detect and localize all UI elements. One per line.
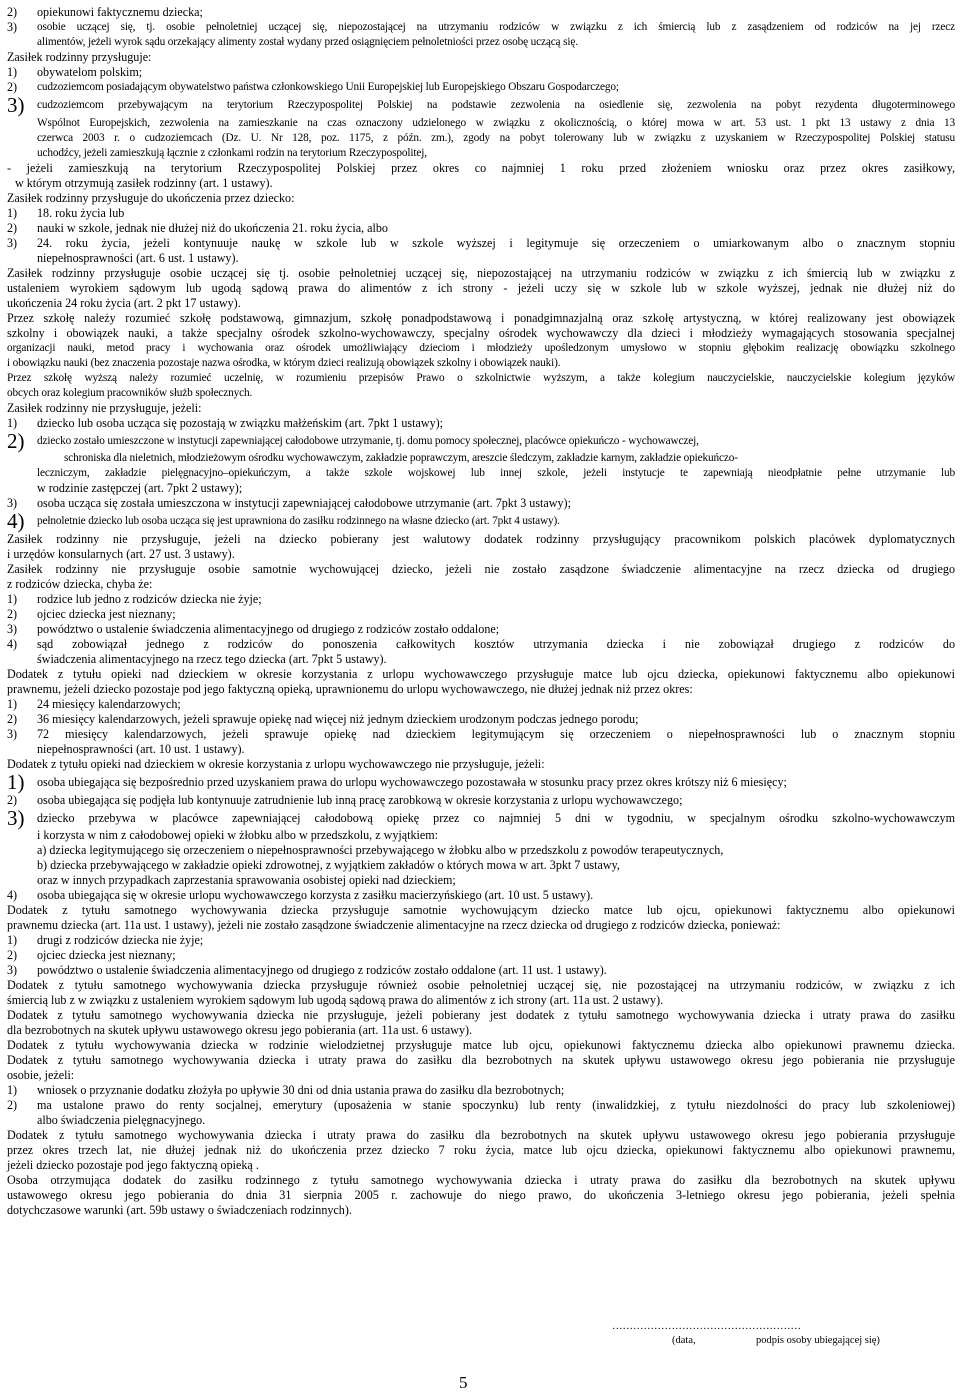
list-number: 2) [7, 221, 18, 235]
text-line: ustaleniem wyrokiem sądowym lub ugodą sądową prawa do alimentów z ich strony - jeżeli uczy się w szkole lub w szkole wyższej, jednak nie dłużej niż do [7, 281, 955, 295]
text-line: prawnemu, jeżeli dziecko pozostaje pod jego faktyczną opieką, uprawnionemu do urlopu wychowawczego, nie dłużej jednak niż przez okres: [7, 682, 693, 696]
text-line: schroniska dla nieletnich, młodzieżowym ośrodku wychowawczym, zakładzie poprawczym, areszcie śledczym, zakładzie karnym, zakładzie opiekuńczo- [64, 452, 738, 464]
text-line: Dodatek z tytułu opieki nad dzieckiem w okresie korzystania z urlopu wychowawczego nie przysługuje, jeżeli: [7, 757, 545, 771]
text-line: dziecko przebywa w placówce zapewniającej całodobową opiekę przez co najmniej 5 dni w tygodniu, w specjalnym ośrodku szkolno-wychowawczym [37, 811, 955, 825]
text-line: ojciec dziecka jest nieznany; [37, 948, 176, 962]
text-line: dla bezrobotnych na skutek upływu ustawowego okresu jego pobierania (art. 11a ust. 6 ustawy). [7, 1023, 473, 1037]
list-number: 4) [7, 888, 18, 902]
list-number: 4) [7, 509, 25, 533]
list-number: 2) [7, 429, 25, 453]
date-label: (data, [672, 1335, 696, 1346]
text-line: Zasiłek rodzinny nie przysługuje osobie samotnie wychowującej dziecko, jeżeli nie zostało zasądzone świadczenie alimentacyjne na rzecz dziecka od drugiego [7, 562, 955, 576]
text-line: i korzysta w nim z całodobowej opieki w żłobku albo w przedszkolu, z wyjątkiem: [37, 828, 439, 842]
text-line: Zasiłek rodzinny przysługuje osobie uczącej się tj. osobie pełnoletniej uczącej się, niepozostającej na utrzymaniu rodziców w związku z ich śmiercią lub w związku z [7, 266, 955, 280]
text-line: dotychczasowe warunki (art. 59b ustawy o świadczeniach rodzinnych). [7, 1203, 352, 1217]
list-number: 1) [7, 770, 25, 794]
list-number: 2) [7, 607, 18, 621]
text-line: śmiercią lub z w związku z ustaleniem wyrokiem sądowym lub ugodą sądową prawa do alimentów z ich strony (art. 11a ust. 2 ustawy). [7, 993, 664, 1007]
text-line: Przez szkołę wyższą należy rozumieć uczelnię, w rozumieniu przepisów Prawo o szkolnictwie wyższym, a także kolegium nauczycielskie, nauczycielskie kolegium języków [7, 372, 955, 384]
text-line: organizacji nauki, metod pracy i wychowania oraz ośrodek umożliwiający dzieciom i młodzieży upośledzonym umysłowo w stopniu głębokim realizację obowiązku szkolnego [7, 342, 955, 354]
text-line: wniosek o przyznanie dodatku złożyła po upływie 30 dni od dnia ustania prawa do zasiłku dla bezrobotnych; [37, 1083, 565, 1097]
text-line: cudzoziemcom przebywającym na terytorium Rzeczypospolitej Polskiej na podstawie zezwolenia na osiedlenie się, zezwolenia na pobyt rezydenta długoterminowego [37, 99, 955, 111]
text-line: Dodatek z tytułu samotnego wychowywania dziecka przysługuje samotnie wychowującym dziecko matce lub ojcu, opiekunowi faktycznemu albo opiekunowi [7, 903, 955, 917]
text-line: ukończenia 24 roku życia (art. 2 pkt 17 ustawy). [7, 296, 241, 310]
text-line: 18. roku życia lub [37, 206, 125, 220]
text-line: oraz w innych przypadkach zaprzestania sprawowania osobistej opieki nad dzieckiem; [37, 873, 456, 887]
text-line: pełnoletnie dziecko lub osoba ucząca się jest uprawniona do zasiłku rodzinnego na własne dziecko (art. 7pkt 4 ustawy). [37, 515, 560, 527]
text-line: Zasiłek rodzinny przysługuje do ukończenia przez dziecko: [7, 191, 295, 205]
list-number: 2) [7, 80, 18, 94]
list-number: 1) [7, 592, 18, 606]
list-number: 3) [7, 20, 18, 34]
text-line: świadczenia alimentacyjnego na rzecz tego dziecka (art. 7pkt 5 ustawy). [37, 652, 387, 666]
text-line: Dodatek z tytułu wychowywania dziecka w rodzinie wielodzietnej przysługuje matce lub ojcu, opiekunowi faktycznemu dziecka albo opiekunowi prawnemu dziecka. [7, 1038, 955, 1052]
text-line: osoba ucząca się została umieszczona w instytucji zapewniającej całodobowe utrzymanie (art. 7pkt 3 ustawy); [37, 496, 571, 510]
list-number: 1) [7, 933, 18, 947]
list-number: 3) [7, 236, 18, 250]
text-line: powództwo o ustalenie świadczenia alimentacyjnego od drugiego z rodziców zostało oddalone (art. 11 ust. 1 ustawy). [37, 963, 607, 977]
text-line: 24. roku życia, jeżeli kontynuuje naukę w szkole lub w szkole wyższej i legitymuje się orzeczeniem o umiarkowanym albo o znacznym stopniu [37, 236, 955, 250]
text-line: Zasiłek rodzinny przysługuje: [7, 50, 152, 64]
list-number: 1) [7, 206, 18, 220]
text-line: Dodatek z tytułu samotnego wychowywania dziecka nie przysługuje, jeżeli pobierany jest dodatek z tytułu samotnego wychowywania dziecka i utraty prawa do zasiłku [7, 1008, 955, 1022]
signature-label: podpis osoby ubiegającej się) [756, 1335, 880, 1346]
text-line: powództwo o ustalenie świadczenia alimentacyjnego od drugiego z rodziców zostało oddalone; [37, 622, 500, 636]
text-line: uchodźcy, jeżeli zamieszkują łącznie z członkami rodzin na terytorium Rzeczypospolitej, [37, 147, 427, 159]
text-line: albo świadczenia pielęgnacyjnego. [37, 1113, 206, 1127]
list-number: 1) [7, 697, 18, 711]
list-number: 1) [7, 65, 18, 79]
text-line: i urzędów konsularnych (art. 27 ust. 3 ustawy). [7, 547, 235, 561]
text-line: osoba ubiegająca się w okresie urlopu wychowawczego korzysta z zasiłku macierzyńskiego (art. 10 ust. 5 ustawy). [37, 888, 594, 902]
list-number: 3) [7, 806, 25, 830]
text-line: osoba ubiegająca się podjęła lub kontynuuje zatrudnienie lub inną pracę zarobkową w okresie korzystania z urlopu wychowawczego; [37, 793, 683, 807]
list-number: 2) [7, 948, 18, 962]
list-number: 3) [7, 963, 18, 977]
text-line: Wspólnot Europejskich, zezwolenia na zamieszkanie na czas oznaczony udzielonego w związku z okolicznością, o której mowa w art. 53 ust. 1 pkt 13 ustawy z dnia 13 [37, 117, 955, 129]
text-line: Dodatek z tytułu samotnego wychowywania dziecka przysługuje również osobie pełnoletniej uczącej się, nie pozostającej na utrzymaniu rodziców, w związku z ich [7, 978, 955, 992]
text-line: ustawowego okresu jego pobierania do dnia 31 sierpnia 2005 r. zachowuje do niego prawo, do ukończenia 3-letniego okresu jego pobierania, jeżeli spełnia [7, 1188, 955, 1202]
text-line: osobie, jeżeli: [7, 1068, 75, 1082]
text-line: osobie uczącej się, tj. osobie pełnoletniej uczącej się, niepozostającej na utrzymaniu rodziców w związku z ich śmiercią lub z zasądzeniem od rodziców na jej rzecz [37, 21, 955, 33]
text-line: przez okres trzech lat, nie dłużej jednak niż do ukończenia przez dziecko 7 roku życia, matce lub ojcu dziecka, opiekunowi faktycznemu albo opiekunowi prawnemu, [7, 1143, 955, 1157]
list-number: 3) [7, 93, 25, 117]
text-line: leczniczym, zakładzie pielęgnacyjno–opiekuńczym, a także szkole wojskowej lub innej szkole, jeżeli instytucje te zapewniają nieodpłatnie pełne utrzymanie lub [37, 467, 955, 479]
text-line: b) dziecka przebywającego w zakładzie opieki zdrowotnej, z wyjątkiem zakładów o których mowa w art. 3pkt 7 ustawy, [37, 858, 620, 872]
text-line: 72 miesięcy kalendarzowych, jeżeli sprawuje opiekę nad dzieckiem legitymującym się orzeczeniem o niepełnosprawności lub o znacznym stopniu [37, 727, 955, 741]
text-line: szkolny i obowiązek nauki, a także specjalny ośrodek szkolno-wychowawczy, specjalny ośrodek wychowawczy dla dzieci i młodzieży wymagających stosowania specjalnej [7, 326, 955, 340]
text-line: drugi z rodziców dziecka nie żyje; [37, 933, 204, 947]
text-line: alimentów, jeżeli wyrok sądu orzekający alimenty został wydany przed osiągnięciem pełnoletniości przez osobę uczącą się. [37, 36, 578, 48]
list-number: 3) [7, 622, 18, 636]
text-line: niepełnosprawności (art. 10 ust. 1 ustawy). [37, 742, 245, 756]
text-line: i obowiązku nauki (bez znaczenia pozostaje nazwa ośrodka, w którym dzieci realizują obowiązek szkolny i obowiązek nauki). [7, 357, 561, 369]
list-number: 3) [7, 727, 18, 741]
list-number: 2) [7, 5, 18, 19]
text-line: w rodzinie zastępczej (art. 7pkt 2 ustawy); [37, 481, 243, 495]
text-line: 36 miesięcy kalendarzowych, jeżeli sprawuje opiekę nad więcej niż jednym dzieckiem urodzonym podczas jednego porodu; [37, 712, 639, 726]
list-number: 2) [7, 793, 18, 807]
list-number: 4) [7, 637, 18, 651]
list-number: 2) [7, 712, 18, 726]
text-line: a) dziecka legitymującego się orzeczeniem o niepełnosprawności przebywającego w żłobku albo w przedszkolu z powodów terapeutycznych, [37, 843, 724, 857]
list-number: 3) [7, 496, 18, 510]
text-line: obywatelom polskim; [37, 65, 143, 79]
text-line: dziecko lub osoba ucząca się pozostają w związku małżeńskim (art. 7pkt 1 ustawy); [37, 416, 444, 430]
list-number: 1) [7, 416, 18, 430]
text-line: Osoba otrzymująca dodatek do zasiłku rodzinnego z tytułu samotnego wychowywania dziecka i utraty prawa do zasiłku dla bezrobotnych na skutek upływu [7, 1173, 955, 1187]
text-line: cudzoziemcom posiadającym obywatelstwo państwa członkowskiego Unii Europejskiej lub Europejskiego Obszaru Gospodarczego; [37, 81, 619, 93]
text-line: w którym otrzymują zasiłek rodzinny (art. 1 ustawy). [15, 176, 273, 190]
text-line: Dodatek z tytułu samotnego wychowywania dziecka i utraty prawa do zasiłku dla bezrobotnych na skutek upływu ustawowego okresu jego pobierania nie przysługuje [7, 1053, 955, 1067]
text-line: czerwca 2003 r. o cudzoziemcach (Dz. U. Nr 128, poz. 1175, z późn. zm.), zgody na pobyt tolerowany lub w związku z uzyskaniem w Rzeczypospolitej Polskiej statusu [37, 132, 955, 144]
text-line: opiekunowi faktycznemu dziecka; [37, 5, 203, 19]
page-number: 5 [459, 1373, 468, 1392]
text-line: prawnemu dziecka (art. 11a ust. 1 ustawy), jeżeli nie zostało zasądzone świadczenie alimentacyjne na rzecz dziecka od drugiego z rodziców dziecka, ponieważ: [7, 918, 781, 932]
text-line: 24 miesięcy kalendarzowych; [37, 697, 181, 711]
text-line: ma ustalone prawo do renty socjalnej, emerytury (uposażenia w stanie spoczynku) lub renty (inwalidzkiej, z tytułu niezdolności do pracy lub szkoleniowej) [37, 1098, 955, 1112]
text-line: dziecko zostało umieszczone w instytucji zapewniającej całodobowe utrzymanie, tj. domu pomocy społecznej, placówce opiekuńczo - wychowawczej, [37, 435, 699, 447]
text-line: jeżeli dziecko pozostaje pod jego faktyczną opieką . [7, 1158, 259, 1172]
text-line: nauki w szkole, jednak nie dłużej niż do ukończenia 21. roku życia, albo [37, 221, 388, 235]
text-line: niepełnosprawności (art. 6 ust. 1 ustawy). [37, 251, 239, 265]
text-line: obcych oraz kolegium pracowników służb społecznych. [7, 387, 253, 399]
text-line: Dodatek z tytułu samotnego wychowywania dziecka i utraty prawa do zasiłku dla bezrobotnych na skutek upływu ustawowego okresu jego pobierania przysługuje [7, 1128, 955, 1142]
list-number: 2) [7, 1098, 18, 1112]
text-line: ojciec dziecka jest nieznany; [37, 607, 176, 621]
text-line: sąd zobowiązał jednego z rodziców do ponoszenia całkowitych kosztów utrzymania dziecka i nie zobowiązał drugiego z rodziców do [37, 637, 955, 651]
text-line: - jeżeli zamieszkują na terytorium Rzeczypospolitej Polskiej przez okres co najmniej 1 roku przed złożeniem wniosku oraz przez okres zasiłkowy, [7, 161, 955, 175]
text-line: osoba ubiegająca się bezpośrednio przed uzyskaniem prawa do urlopu wychowawczego pozostawała w stosunku pracy przez okres krótszy niż 6 miesięcy; [37, 775, 787, 789]
text-line: Dodatek z tytułu opieki nad dzieckiem w okresie korzystania z urlopu wychowawczego przysługuje matce lub ojcu dziecka, opiekunowi faktycznemu albo opiekunowi [7, 667, 955, 681]
text-line: z rodziców dziecka, chyba że: [7, 577, 153, 591]
text-line: rodzice lub jedno z rodziców dziecka nie żyje; [37, 592, 262, 606]
signature-dots: ……………………………………………… [612, 1321, 801, 1332]
text-line: Zasiłek rodzinny nie przysługuje, jeżeli na dziecko pobierany jest walutowy dodatek rodzinny przysługujący pracownikom polskich placówek dyplomatycznych [7, 532, 955, 546]
text-line: Przez szkołę należy rozumieć szkołę podstawową, gimnazjum, szkołę ponadpodstawową i ponadgimnazjalną oraz szkołę artystyczną, w której realizowany jest obowiązek [7, 311, 955, 325]
list-number: 1) [7, 1083, 18, 1097]
text-line: Zasiłek rodzinny nie przysługuje, jeżeli: [7, 401, 202, 415]
